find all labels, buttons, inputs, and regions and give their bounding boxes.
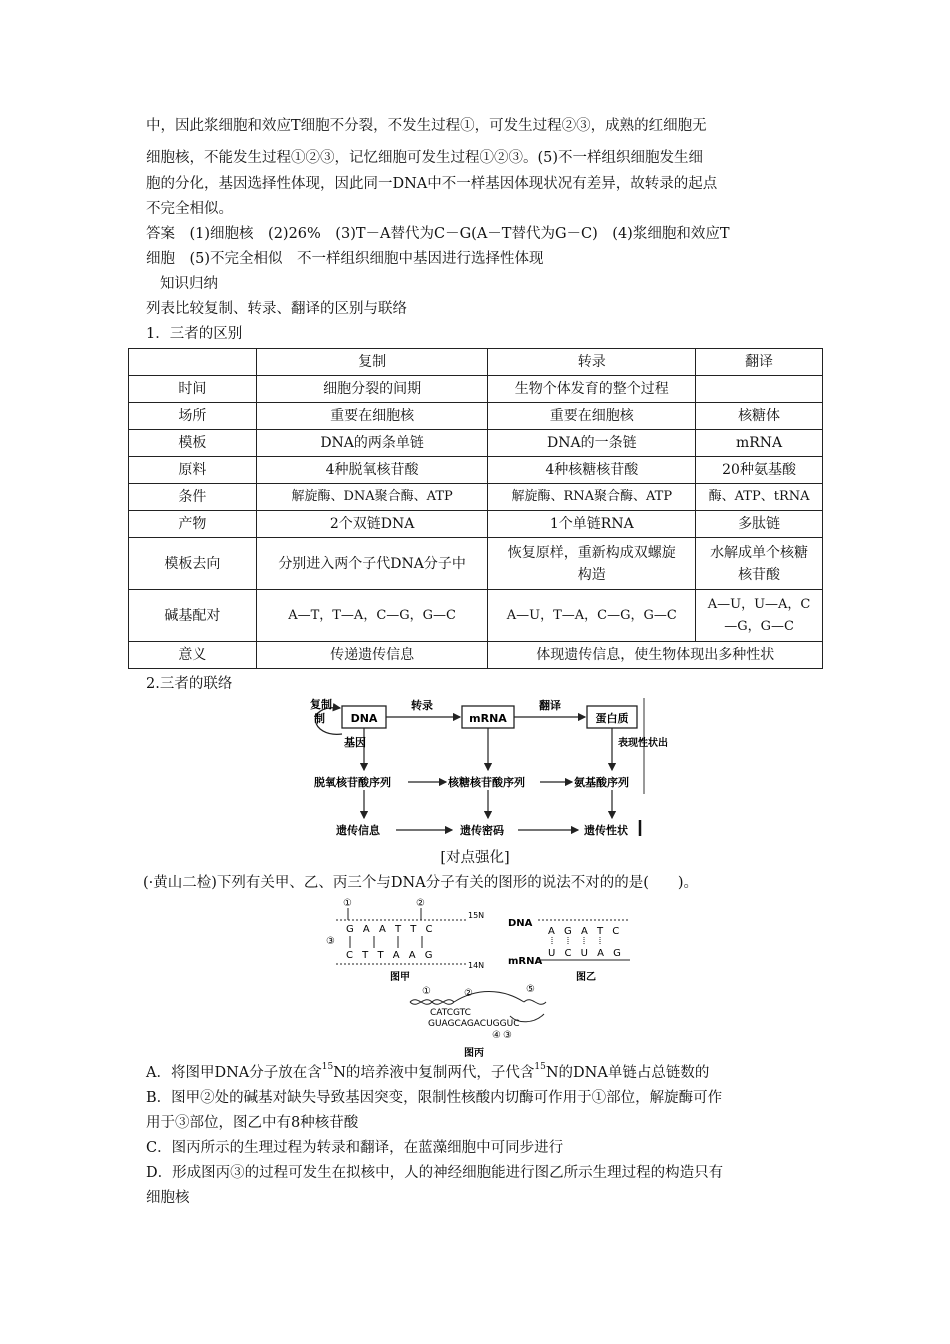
- knowledge-heading: 知识归纳: [160, 276, 218, 292]
- table-cell: A—U，U—A，C—G，G—C: [696, 590, 823, 642]
- protein-box-label: 蛋白质: [595, 712, 629, 725]
- table-cell: 4种脱氧核苷酸: [256, 457, 488, 484]
- comparison-table: [128, 348, 823, 669]
- option-d-line-2: 细胞核: [146, 1190, 190, 1206]
- table-cell: 条件: [129, 484, 257, 511]
- amino-seq-label: 氨基酸序列: [574, 776, 629, 789]
- table-cell: 2个双链DNA: [256, 511, 488, 538]
- gene-label: 基因: [344, 736, 366, 749]
- intro-line-3: 胞的分化，基因选择性体现，因此同一DNA中不一样基因体现状况有差异，故转录的起点: [146, 176, 718, 192]
- bing-circle-3: ③: [503, 1030, 512, 1041]
- table-cell: DNA的两条单链: [256, 430, 488, 457]
- table-row: [129, 484, 823, 511]
- intro-line-4: 不完全相似。: [146, 201, 233, 217]
- ribo-seq-label: 核糖核苷酸序列: [448, 776, 525, 789]
- answer-line-2: 细胞 (5)不完全相似 不一样组织细胞中基因进行选择性体现: [146, 251, 544, 267]
- table-cell: 体现遗传信息，使生物体现出多种性状: [488, 642, 823, 669]
- table-row: [129, 538, 823, 590]
- reinforce-title: [对点强化]: [440, 850, 510, 866]
- table-cell: 多肽链: [696, 511, 823, 538]
- replicate-label-2: 制: [314, 712, 325, 725]
- table-cell: 4种核糖核苷酸: [488, 457, 696, 484]
- genetic-code-label: 遗传密码: [460, 824, 504, 837]
- translate-label: 翻译: [539, 699, 561, 712]
- table-cell: 碱基配对: [129, 590, 257, 642]
- option-b-line-2: 用于③部位，图乙中有8种核苷酸: [146, 1115, 359, 1131]
- option-a-pre: A．将图甲DNA分子放在含: [146, 1065, 322, 1081]
- table-cell: 酶、ATP、tRNA: [696, 484, 823, 511]
- header-cell: 复制: [256, 349, 488, 376]
- table-cell: 重要在细胞核: [488, 403, 696, 430]
- table-row: [129, 457, 823, 484]
- bing-circle-5: ⑤: [526, 984, 535, 995]
- table-cell: 解旋酶、DNA聚合酶、ATP: [256, 484, 488, 511]
- table-cell: A—T，T—A，C—G，G—C: [256, 590, 488, 642]
- option-a-post: N的DNA单链占总链数的: [545, 1065, 710, 1081]
- jia-label: 图甲: [390, 972, 410, 983]
- option-c: C．图丙所示的生理过程为转录和翻译，在蓝藻细胞中可同步进行: [146, 1140, 564, 1156]
- table-row: [129, 430, 823, 457]
- table-cell: 重要在细胞核: [256, 403, 488, 430]
- genetic-info-label: 遗传信息: [336, 824, 380, 837]
- table-row: [129, 642, 823, 669]
- table-cell: mRNA: [696, 430, 823, 457]
- table-row: [129, 376, 823, 403]
- table-cell: 解旋酶、RNA聚合酶、ATP: [488, 484, 696, 511]
- replicate-label: 复制: [310, 698, 332, 711]
- table-cell: 传递遗传信息: [256, 642, 488, 669]
- figure-jia: [326, 896, 485, 984]
- jia-n15-label: 15N: [468, 911, 485, 920]
- table-cell: 意义: [129, 642, 257, 669]
- question-text: (·黄山二检)下列有关甲、乙、丙三个与DNA分子有关的图形的说法不对的的是( )。: [143, 875, 699, 891]
- table-cell: 分别进入两个子代DNA分子中: [256, 538, 488, 590]
- bing-helix-right: [524, 1000, 546, 1005]
- bing-circle-2: ②: [464, 988, 473, 999]
- jia-circle-2: ②: [416, 898, 425, 909]
- table-cell: 20种氨基酸: [696, 457, 823, 484]
- table-cell: 模板: [129, 430, 257, 457]
- yi-label: 图乙: [576, 972, 596, 983]
- jia-bottom-bases: C T T A A G: [346, 950, 436, 961]
- yi-bottom-bases: U C U A G: [548, 948, 624, 959]
- jia-circle-3: ③: [326, 936, 335, 947]
- table-header-row: [129, 349, 823, 376]
- mrna-box-label: mRNA: [469, 712, 507, 725]
- flow-diagram: [300, 694, 668, 844]
- table-cell: 细胞分裂的间期: [256, 376, 488, 403]
- header-cell: 翻译: [696, 349, 823, 376]
- table-cell: 模板去向: [129, 538, 257, 590]
- table-cell: 恢复原样，重新构成双螺旋构造: [488, 538, 696, 590]
- table-row: [129, 403, 823, 430]
- table-cell: 产物: [129, 511, 257, 538]
- header-cell: [129, 349, 257, 376]
- table-cell: DNA的一条链: [488, 430, 696, 457]
- figure-yi: [508, 912, 632, 984]
- jia-n14-label: 14N: [468, 961, 485, 970]
- option-d-line-1: D．形成图丙③的过程可发生在拟核中，人的神经细胞能进行图乙所示生理过程的构造只有: [146, 1165, 724, 1181]
- figure-bing: [406, 984, 560, 1060]
- bing-top-seq: CATCGTC: [430, 1008, 471, 1018]
- option-a-sup2: 15: [534, 1062, 546, 1072]
- table-cell: 水解成单个核糖核苷酸: [696, 538, 823, 590]
- dna-box-label: DNA: [350, 712, 378, 725]
- table-cell: A—U，T—A，C—G，G—C: [488, 590, 696, 642]
- intro-line-1: 中，因此浆细胞和效应T细胞不分裂，不发生过程①，可发生过程②③，成熟的红细胞无: [146, 118, 707, 134]
- table-cell: 生物个体发育的整个过程: [488, 376, 696, 403]
- table-cell: 1个单链RNA: [488, 511, 696, 538]
- table-cell: [696, 376, 823, 403]
- yi-top-bases: A G A T C: [548, 926, 623, 937]
- option-b-line-1: B．图甲②处的碱基对缺失导致基因突变，限制性核酸内切酶可作用于①部位，解旋酶可作: [146, 1090, 723, 1106]
- deoxy-seq-label: 脱氧核苷酸序列: [314, 776, 391, 789]
- yi-dna-label: DNA: [508, 918, 533, 929]
- bing-label: 图丙: [464, 1048, 484, 1059]
- jia-top-bases: G A A T T C: [346, 924, 436, 935]
- table-cell: 场所: [129, 403, 257, 430]
- yi-mrna-label: mRNA: [508, 956, 543, 967]
- option-a-mid: N的培养液中复制两代，子代含: [333, 1065, 535, 1081]
- table-cell: 时间: [129, 376, 257, 403]
- bing-circle-4: ④: [492, 1030, 501, 1041]
- section-2-title: 2.三者的联络: [146, 676, 233, 692]
- genetic-trait-label: 遗传性状: [584, 824, 628, 837]
- table-cell: 核糖体: [696, 403, 823, 430]
- table-row: [129, 511, 823, 538]
- bing-bottom-seq: GUAGCAGACUGGUC: [428, 1019, 520, 1029]
- bing-circle-1: ①: [422, 986, 431, 997]
- option-a-sup1: 15: [321, 1062, 334, 1072]
- option-a: [146, 1061, 709, 1086]
- jia-circle-1: ①: [343, 898, 352, 909]
- express-trait-label: 表现性状出: [618, 738, 668, 749]
- table-cell: 原料: [129, 457, 257, 484]
- header-cell: 转录: [488, 349, 696, 376]
- table-row: [129, 590, 823, 642]
- table-intro: 列表比较复制、转录、翻译的区别与联络: [146, 301, 407, 317]
- answer-line-1: 答案 (1)细胞核 (2)26% (3)T－A替代为C－G(A－T替代为G－C) (4)浆细胞和效应T: [146, 226, 730, 242]
- intro-line-2: 细胞核，不能发生过程①②③，记忆细胞可发生过程①②③。(5)不一样组织细胞发生细: [146, 150, 704, 166]
- transcribe-label: 转录: [411, 699, 433, 712]
- section-1-title: 1．三者的区别: [146, 326, 243, 342]
